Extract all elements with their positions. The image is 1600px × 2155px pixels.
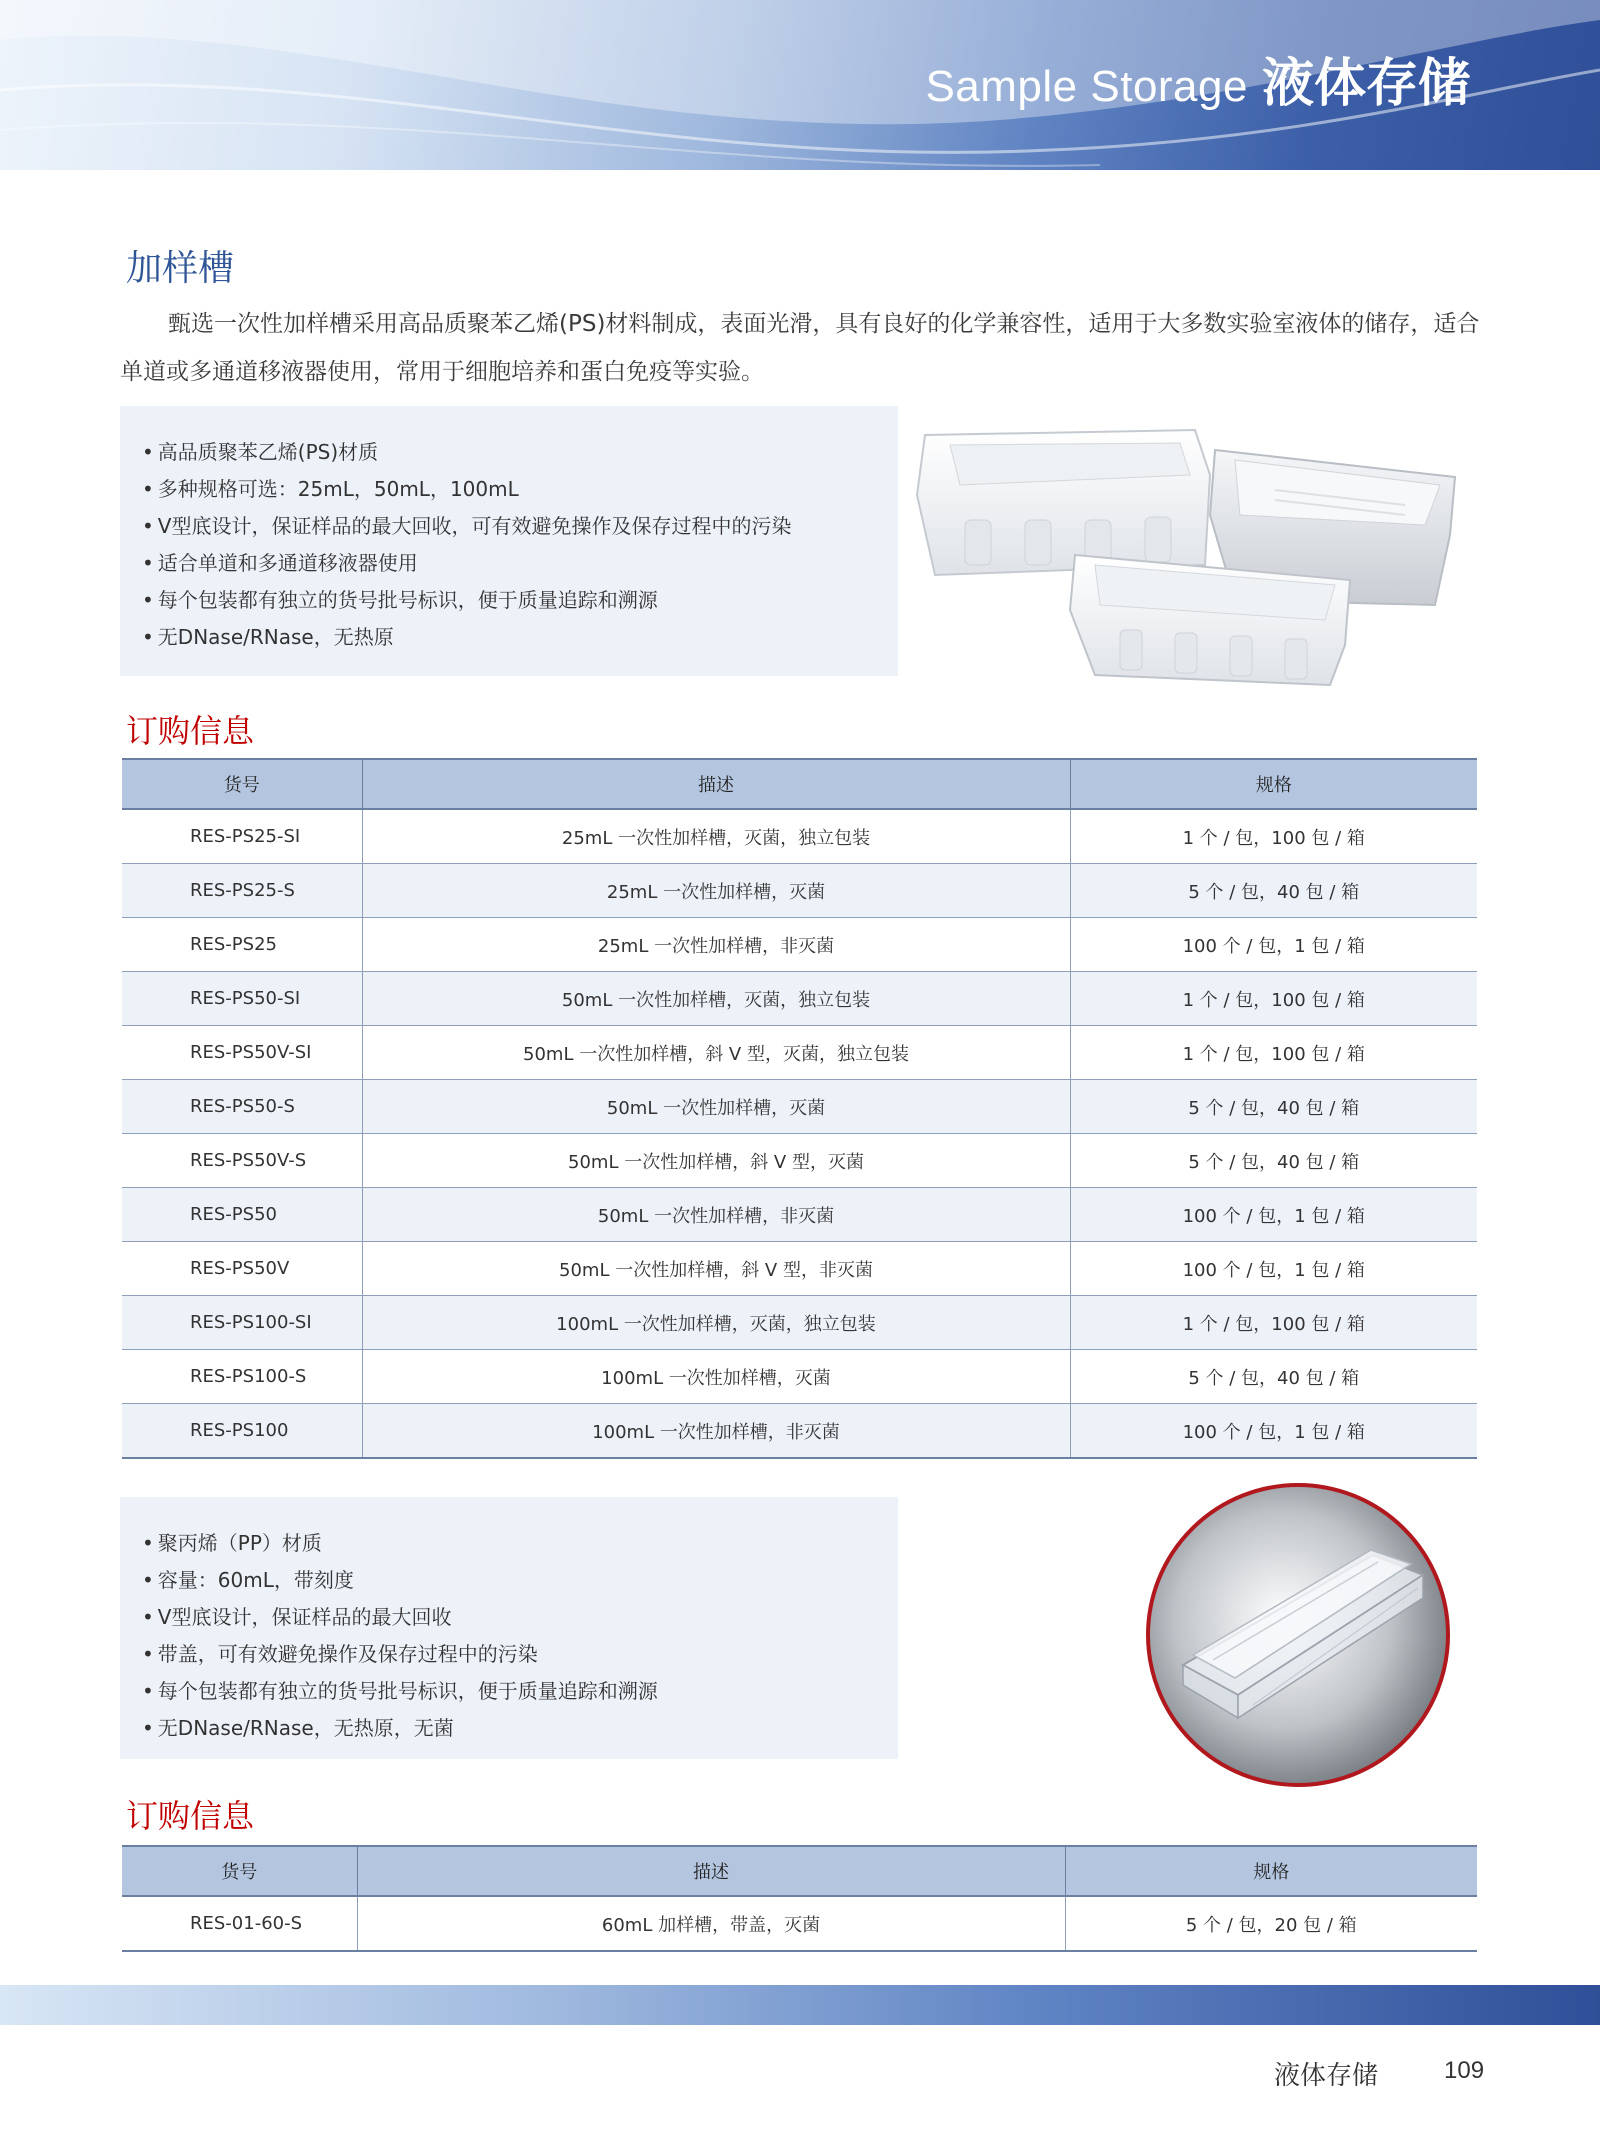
- bullet-icon: •: [142, 440, 154, 464]
- cell-spec: 5 个 / 包，40 包 / 箱: [1070, 864, 1477, 918]
- feature-item: [142, 471, 898, 508]
- product1-feature-list: [142, 434, 898, 656]
- cell-spec: 1 个 / 包，100 包 / 箱: [1070, 1026, 1477, 1080]
- table-row: [122, 1350, 1477, 1404]
- feature-text: 无DNase/RNase，无热原: [157, 625, 394, 649]
- feature-item: [142, 1525, 898, 1562]
- feature-text: 容量：60mL，带刻度: [157, 1568, 354, 1592]
- table-row: [122, 1296, 1477, 1350]
- col-header-item-no: 货号: [122, 1846, 357, 1896]
- bullet-icon: •: [142, 588, 154, 612]
- cell-item-no: RES-PS50-S: [122, 1080, 362, 1134]
- table-row: [122, 1896, 1477, 1951]
- feature-item: [142, 619, 898, 656]
- col-header-spec: 规格: [1065, 1846, 1477, 1896]
- table-row: [122, 1080, 1477, 1134]
- table-row: [122, 809, 1477, 864]
- feature-item: [142, 1599, 898, 1636]
- bullet-icon: •: [142, 1568, 154, 1592]
- product1-order-title: 订购信息: [126, 712, 255, 750]
- feature-text: 带盖，可有效避免操作及保存过程中的污染: [157, 1642, 538, 1666]
- feature-text: 每个包装都有独立的货号批号标识，便于质量追踪和溯源: [157, 1679, 658, 1703]
- col-header-item-no: 货号: [122, 759, 362, 809]
- cell-spec: 5 个 / 包，40 包 / 箱: [1070, 1350, 1477, 1404]
- header-title-en: Sample Storage: [925, 62, 1248, 111]
- cell-item-no: RES-PS100: [122, 1404, 362, 1459]
- cell-spec: 1 个 / 包，100 包 / 箱: [1070, 809, 1477, 864]
- table-row: [122, 1134, 1477, 1188]
- table-header-row: [122, 1846, 1477, 1896]
- cell-description: 60mL 加样槽，带盖，灭菌: [357, 1896, 1065, 1951]
- cell-spec: 5 个 / 包，40 包 / 箱: [1070, 1080, 1477, 1134]
- cell-spec: 1 个 / 包，100 包 / 箱: [1070, 1296, 1477, 1350]
- cell-item-no: RES-PS25-S: [122, 864, 362, 918]
- col-header-spec: 规格: [1070, 759, 1477, 809]
- cell-description: 25mL 一次性加样槽，灭菌: [362, 864, 1070, 918]
- bullet-icon: •: [142, 514, 154, 538]
- cell-description: 25mL 一次性加样槽，灭菌，独立包装: [362, 809, 1070, 864]
- feature-item: [142, 434, 898, 471]
- table-header-row: [122, 759, 1477, 809]
- page-header-band: [0, 0, 1600, 170]
- table-row: [122, 918, 1477, 972]
- table-row: [122, 1242, 1477, 1296]
- bullet-icon: •: [142, 477, 154, 501]
- feature-text: V型底设计，保证样品的最大回收: [157, 1605, 452, 1629]
- bullet-icon: •: [142, 1605, 154, 1629]
- col-header-description: 描述: [357, 1846, 1065, 1896]
- cell-description: 50mL 一次性加样槽，灭菌，独立包装: [362, 972, 1070, 1026]
- feature-text: 每个包装都有独立的货号批号标识，便于质量追踪和溯源: [157, 588, 658, 612]
- cell-spec: 100 个 / 包，1 包 / 箱: [1070, 1404, 1477, 1459]
- feature-text: 多种规格可选：25mL，50mL，100mL: [157, 477, 519, 501]
- feature-text: V型底设计，保证样品的最大回收，可有效避免操作及保存过程中的污染: [157, 514, 792, 538]
- cell-description: 25mL 一次性加样槽，非灭菌: [362, 918, 1070, 972]
- bullet-icon: •: [142, 625, 154, 649]
- cell-description: 50mL 一次性加样槽，斜 V 型，灭菌，独立包装: [362, 1026, 1070, 1080]
- cell-item-no: RES-PS50V: [122, 1242, 362, 1296]
- cell-description: 50mL 一次性加样槽，非灭菌: [362, 1188, 1070, 1242]
- cell-description: 100mL 一次性加样槽，非灭菌: [362, 1404, 1070, 1459]
- header-title: [925, 54, 1470, 114]
- feature-item: [142, 1710, 898, 1747]
- product2-feature-box: [120, 1497, 898, 1759]
- header-title-zh: 液体存储: [1261, 54, 1470, 114]
- table-row: [122, 1026, 1477, 1080]
- bullet-icon: •: [142, 551, 154, 575]
- feature-item: [142, 1636, 898, 1673]
- table-row: [122, 1188, 1477, 1242]
- feature-item: [142, 582, 898, 619]
- cell-item-no: RES-PS50V-SI: [122, 1026, 362, 1080]
- cell-spec: 100 个 / 包，1 包 / 箱: [1070, 1188, 1477, 1242]
- cell-item-no: RES-PS25: [122, 918, 362, 972]
- footer-label: 液体存储: [1274, 2061, 1379, 2091]
- feature-item: [142, 508, 898, 545]
- cell-description: 50mL 一次性加样槽，灭菌: [362, 1080, 1070, 1134]
- cell-item-no: RES-PS50: [122, 1188, 362, 1242]
- product2-reservoir-photo: [1143, 1480, 1453, 1790]
- table-row: [122, 1404, 1477, 1459]
- cell-item-no: RES-PS100-SI: [122, 1296, 362, 1350]
- cell-item-no: RES-PS25-SI: [122, 809, 362, 864]
- bullet-icon: •: [142, 1679, 154, 1703]
- cell-spec: 100 个 / 包，1 包 / 箱: [1070, 918, 1477, 972]
- feature-text: 聚丙烯（PP）材质: [157, 1531, 322, 1555]
- cell-item-no: RES-01-60-S: [122, 1896, 357, 1951]
- cell-description: 50mL 一次性加样槽，斜 V 型，非灭菌: [362, 1242, 1070, 1296]
- product1-order-table: [122, 758, 1477, 1459]
- cell-item-no: RES-PS100-S: [122, 1350, 362, 1404]
- footer-band: [0, 1985, 1600, 2025]
- feature-item: [142, 1562, 898, 1599]
- feature-item: [142, 1673, 898, 1710]
- section-intro: 甄选一次性加样槽采用高品质聚苯乙烯(PS)材料制成，表面光滑，具有良好的化学兼容性，适用于大多数实验室液体的储存，适合单道或多通道移液器使用，常用于细胞培养和蛋白免疫等实验。: [120, 311, 1480, 385]
- product2-order-table: [122, 1845, 1477, 1952]
- feature-text: 高品质聚苯乙烯(PS)材质: [157, 440, 379, 464]
- product1-feature-box: [120, 406, 898, 676]
- cell-spec: 100 个 / 包，1 包 / 箱: [1070, 1242, 1477, 1296]
- feature-item: [142, 545, 898, 582]
- feature-text: 无DNase/RNase，无热原，无菌: [157, 1716, 454, 1740]
- cell-description: 100mL 一次性加样槽，灭菌，独立包装: [362, 1296, 1070, 1350]
- bullet-icon: •: [142, 1531, 154, 1555]
- table-row: [122, 972, 1477, 1026]
- page-number: 109: [1444, 2057, 1485, 2084]
- product2-feature-list: [142, 1525, 898, 1747]
- cell-spec: 5 个 / 包，40 包 / 箱: [1070, 1134, 1477, 1188]
- feature-text: 适合单道和多通道移液器使用: [157, 551, 418, 575]
- cell-description: 50mL 一次性加样槽，斜 V 型，灭菌: [362, 1134, 1070, 1188]
- col-header-description: 描述: [362, 759, 1070, 809]
- cell-spec: 1 个 / 包，100 包 / 箱: [1070, 972, 1477, 1026]
- cell-item-no: RES-PS50V-S: [122, 1134, 362, 1188]
- cell-spec: 5 个 / 包，20 包 / 箱: [1065, 1896, 1477, 1951]
- table-row: [122, 864, 1477, 918]
- bullet-icon: •: [142, 1716, 154, 1740]
- bullet-icon: •: [142, 1642, 154, 1666]
- product2-order-title: 订购信息: [126, 1797, 255, 1835]
- section-title: 加样槽: [126, 248, 235, 289]
- cell-item-no: RES-PS50-SI: [122, 972, 362, 1026]
- product1-reservoir-photo: [905, 405, 1470, 690]
- cell-description: 100mL 一次性加样槽，灭菌: [362, 1350, 1070, 1404]
